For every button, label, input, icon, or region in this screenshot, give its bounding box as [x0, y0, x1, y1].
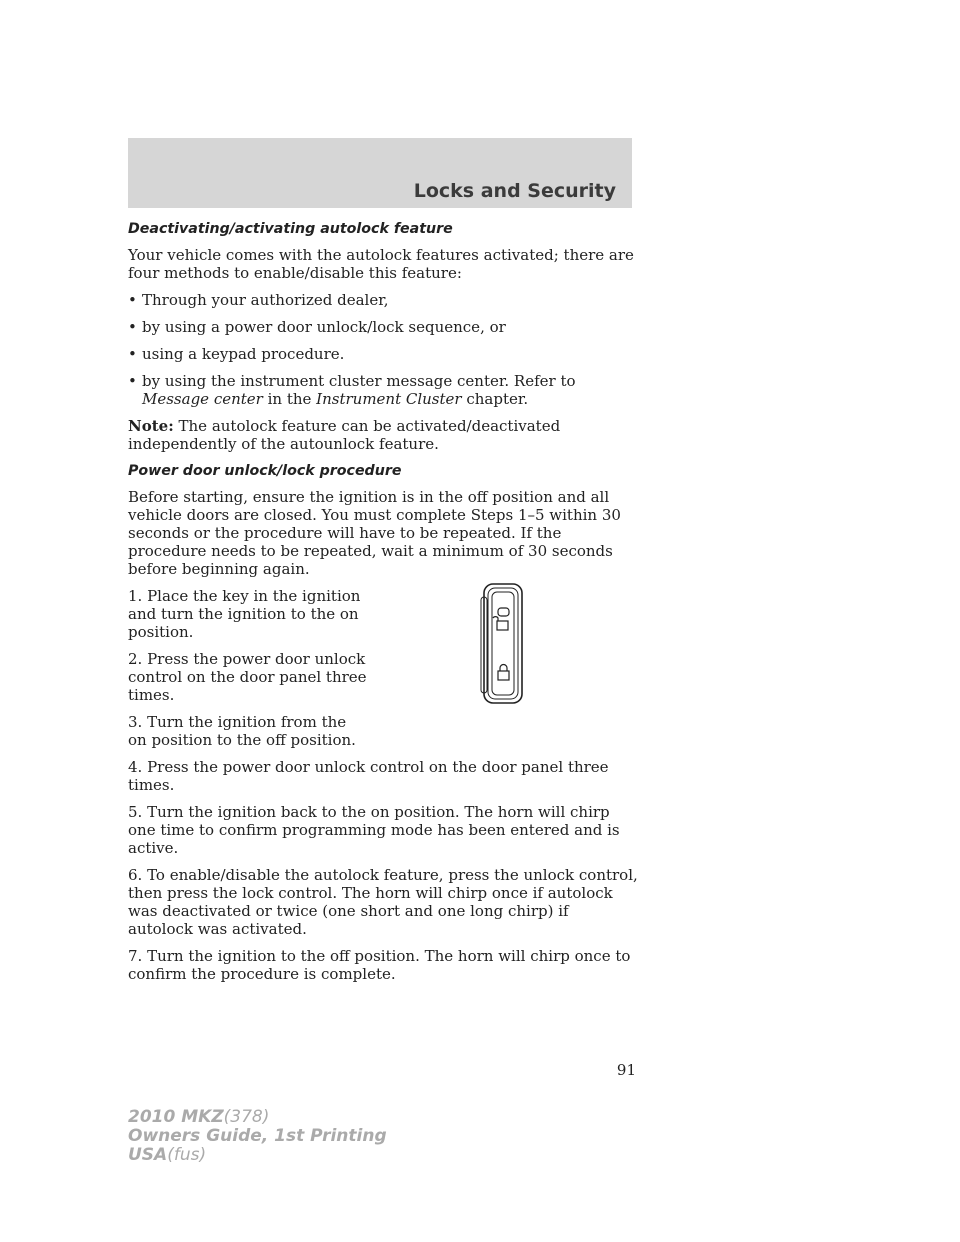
step-6: 6. To enable/disable the autolock feature, press the unlock control, then press the lock control. The horn will chirp once if autolock was deactivated or twice (one short and one long chirp) if autolock was activated.	[128, 866, 638, 938]
note	[128, 417, 638, 453]
step-1: 1. Place the key in the ignition and turn the ignition to the on position.	[128, 587, 361, 641]
step-7: 7. Turn the ignition to the off position. The horn will chirp once to confirm the procedure is complete.	[128, 947, 631, 983]
footer-code: (378)	[223, 1107, 270, 1127]
autolock-intro: Your vehicle comes with the autolock features activated; there are four methods to enable/disable this feature:	[128, 246, 634, 282]
step-3: 3. Turn the ignition from the on position to the off position.	[128, 713, 356, 749]
chapter-title: Locks and Security	[413, 180, 616, 202]
note-text: The autolock feature can be activated/deactivated independently of the autounlock feature.	[128, 417, 561, 453]
footer-market: USA	[128, 1145, 168, 1165]
print-footer	[128, 1108, 387, 1165]
steps-column	[128, 587, 368, 749]
footer-model: 2010 MKZ	[128, 1107, 224, 1127]
cross-reference: Instrument Cluster	[316, 390, 462, 408]
door-lock-switch-illustration	[478, 583, 526, 705]
section-heading-autolock: Deactivating/activating autolock feature	[128, 221, 453, 237]
list-item	[128, 372, 638, 408]
header-band	[128, 138, 632, 208]
footer-market-code: (fus)	[167, 1145, 207, 1165]
methods-list	[128, 291, 638, 408]
step-2: 2. Press the power door unlock control on the door panel three times.	[128, 650, 367, 704]
step-5: 5. Turn the ignition back to the on position. The horn will chirp one time to confirm programming mode has been entered and is active.	[128, 803, 620, 857]
footer-line-3	[128, 1146, 387, 1165]
bullet-text: in the	[262, 390, 317, 408]
footer-line-1	[128, 1108, 387, 1127]
bullet-text: by using the instrument cluster message center. Refer to	[142, 372, 576, 390]
bullet-text: chapter.	[461, 390, 529, 408]
list-item: • by using a power door unlock/lock sequence, or	[128, 318, 638, 336]
steps-with-figure	[128, 587, 638, 749]
page-content	[128, 220, 638, 1079]
section-heading-procedure: Power door unlock/lock procedure	[128, 463, 402, 479]
step-4: 4. Press the power door unlock control on the door panel three times.	[128, 758, 609, 794]
procedure-intro: Before starting, ensure the ignition is in the off position and all vehicle doors are closed. You must complete Steps 1–5 within 30 seconds or the procedure will have to be repeated. If the procedure needs to be repeated, wait a minimum of 30 seconds before beginning again.	[128, 488, 621, 578]
footer-line-2: Owners Guide, 1st Printing	[128, 1126, 387, 1146]
list-item: • using a keypad procedure.	[128, 345, 638, 363]
page-number: 91	[616, 1061, 636, 1079]
note-label: Note:	[128, 417, 174, 435]
list-item: • Through your authorized dealer,	[128, 291, 638, 309]
cross-reference: Message center	[142, 390, 263, 408]
